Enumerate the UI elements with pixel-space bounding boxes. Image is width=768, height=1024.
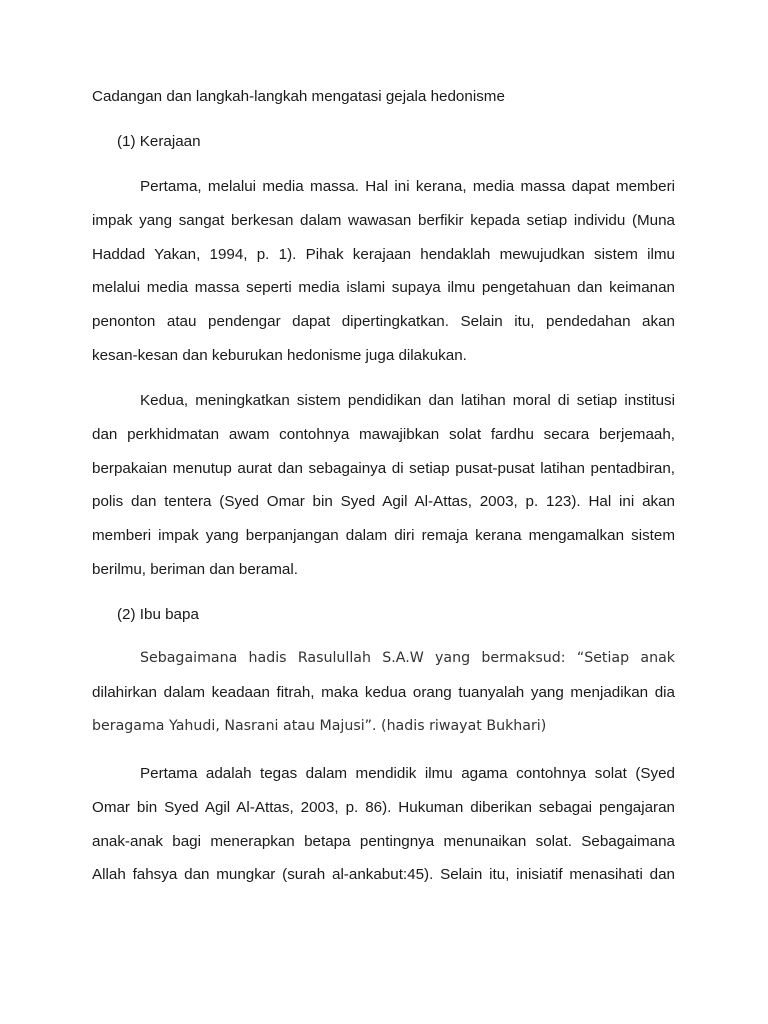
paragraph-line: polis dan tentera (Syed Omar bin Syed Agil Al-Attas, 2003, p. 123). Hal ini akan (92, 493, 675, 511)
paragraph-line: Pertama adalah tegas dalam mendidik ilmu agama contohnya solat (Syed (140, 765, 675, 782)
paragraph-line: kesan-kesan dan keburukan hedonisme juga dilakukan. (92, 346, 467, 364)
paragraph-line: memberi impak yang berpanjangan dalam diri remaja kerana mengamalkan sistem (92, 527, 675, 545)
paragraph-line: Omar bin Syed Agil Al-Attas, 2003, p. 86). Hukuman diberikan sebagai pengajaran (92, 798, 675, 816)
paragraph-line: berilmu, beriman dan beramal. (92, 560, 298, 578)
paragraph-line: beragama Yahudi, Nasrani atau Majusi”. (hadis riwayat Bukhari) (92, 717, 547, 734)
paragraph-line: Allah fahsya dan mungkar (surah al-ankabut:45). Selain itu, inisiatif menasihati dan (92, 866, 675, 884)
paragraph-line: penonton atau pendengar dapat dipertingkatkan. Selain itu, pendedahan akan (92, 313, 675, 331)
document-title: Cadangan dan langkah-langkah mengatasi gejala hedonisme (92, 88, 505, 105)
section-heading-kerajaan: (1) Kerajaan (117, 133, 201, 150)
paragraph-line: Pertama, melalui media massa. Hal ini kerana, media massa dapat memberi (140, 178, 675, 195)
paragraph-line: melalui media massa seperti media islami supaya ilmu pengetahuan dan keimanan (92, 279, 675, 297)
paragraph-line: dilahirkan dalam keadaan fitrah, maka kedua orang tuanyalah yang menjadikan dia (92, 683, 675, 701)
section-heading-ibu-bapa: (2) Ibu bapa (117, 606, 199, 623)
paragraph (92, 170, 675, 373)
paragraph-quote (92, 642, 675, 743)
paragraph-line: Haddad Yakan, 1994, p. 1). Pihak kerajaan hendaklah mewujudkan sistem ilmu (92, 245, 675, 263)
paragraph (92, 757, 675, 892)
paragraph (92, 384, 675, 587)
paragraph-line: dan perkhidmatan awam contohnya mawajibkan solat fardhu secara berjemaah, (92, 425, 675, 443)
paragraph-line: Sebagaimana hadis Rasulullah S.A.W yang bermaksud: “Setiap anak (140, 650, 675, 666)
paragraph-line: berpakaian menutup aurat dan sebagainya di setiap pusat-pusat latihan pentadbiran, (92, 459, 675, 477)
paragraph-line: anak-anak bagi menerapkan betapa pentingnya menunaikan solat. Sebagaimana (92, 832, 675, 850)
paragraph-line: Kedua, meningkatkan sistem pendidikan dan latihan moral di setiap institusi (140, 392, 675, 409)
paragraph-line: impak yang sangat berkesan dalam wawasan berfikir kepada setiap individu (Muna (92, 211, 675, 229)
